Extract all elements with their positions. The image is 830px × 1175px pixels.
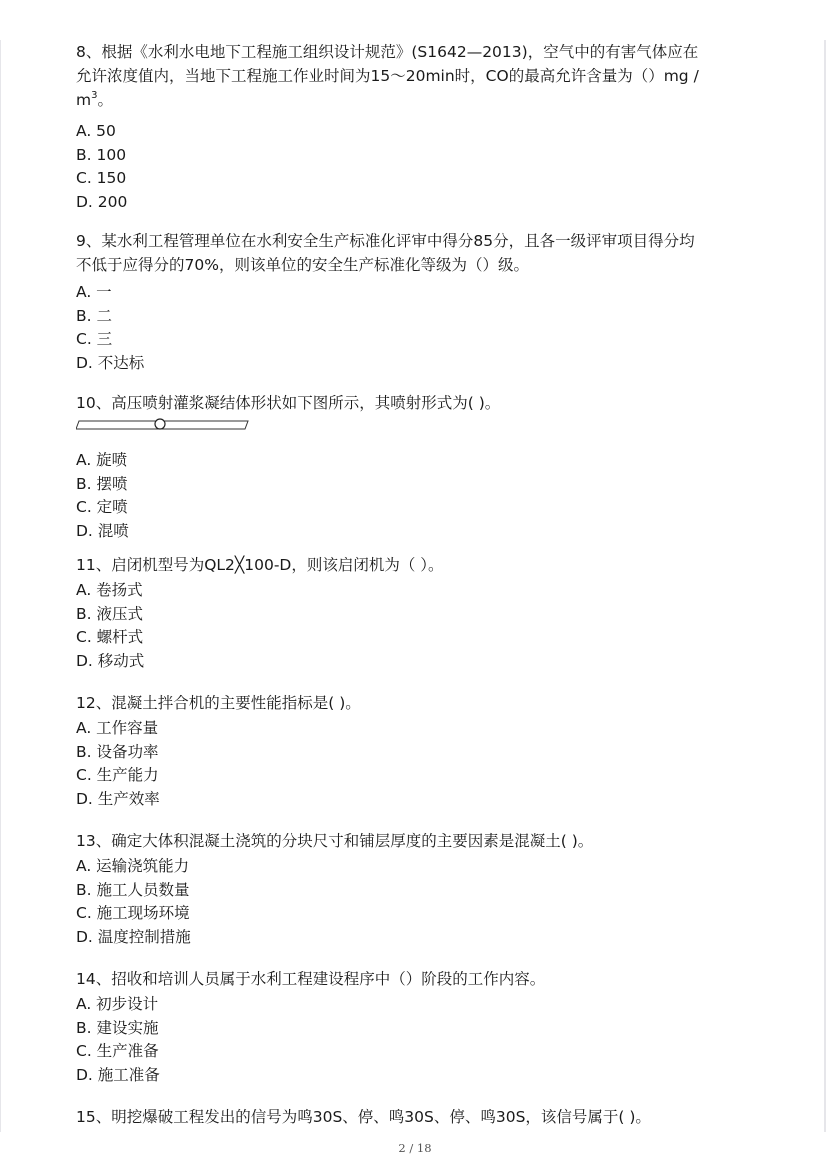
options-list (76, 449, 500, 543)
question-stem (76, 691, 361, 715)
option-d: D. 温度控制措施 (76, 927, 191, 946)
option-a: A. 一 (76, 283, 112, 301)
stem-line: m (76, 91, 92, 109)
option-b: B. 施工人员数量 (76, 880, 190, 899)
stem-line: 8、根据《水利水电地下工程施工组织设计规范》(S1642—2013)，空气中的有害气体应在 (76, 43, 699, 61)
superscript: 3 (91, 89, 98, 101)
question-14 (76, 967, 545, 1087)
option-a: A. 初步设计 (76, 995, 159, 1013)
question-11 (76, 553, 444, 673)
question-9 (76, 229, 695, 375)
option-d: D. 移动式 (76, 651, 145, 670)
option-b: B. 建设实施 (76, 1018, 159, 1037)
page-number: 2 / 18 (398, 1141, 432, 1155)
question-stem (76, 391, 500, 415)
question-stem (76, 40, 699, 112)
option-a: A. 卷扬式 (76, 581, 143, 599)
grout-shape-diagram-icon (76, 418, 251, 432)
question-13 (76, 829, 593, 949)
question-stem (76, 967, 545, 991)
option-a: A. 旋喷 (76, 451, 128, 469)
stem-line: 13、确定大体积混凝土浇筑的分块尺寸和铺层厚度的主要因素是混凝土( )。 (76, 832, 594, 850)
options-list (76, 855, 593, 949)
option-b: B. 100 (76, 145, 127, 164)
stem-line: 10、高压喷射灌浆凝结体形状如下图所示，其喷射形式为( )。 (76, 394, 501, 412)
option-b: B. 设备功率 (76, 742, 159, 761)
option-a: A. 工作容量 (76, 719, 159, 737)
option-d: D. 混喷 (76, 521, 129, 540)
question-stem (76, 829, 593, 853)
option-d: D. 不达标 (76, 353, 145, 372)
options-list (76, 717, 361, 811)
option-c: C. 三 (76, 330, 113, 348)
options-list (76, 993, 545, 1087)
document-page (0, 40, 826, 1132)
option-a: A. 运输浇筑能力 (76, 857, 190, 875)
option-c: C. 螺杆式 (76, 628, 144, 646)
stem-line: 11、启闭机型号为QL2╳100-D，则该启闭机为（ ）。 (76, 556, 444, 574)
question-12 (76, 691, 361, 811)
option-c: C. 生产能力 (76, 766, 159, 784)
options-list (76, 281, 695, 375)
option-d: D. 施工准备 (76, 1065, 160, 1084)
question-stem (76, 1105, 651, 1129)
stem-line: 允许浓度值内，当地下工程施工作业时间为15～20min时，CO的最高允许含量为（）mg / (76, 67, 699, 85)
question-15 (76, 1105, 651, 1131)
stem-line: 12、混凝土拌合机的主要性能指标是( )。 (76, 694, 361, 712)
stem-line: 15、明挖爆破工程发出的信号为鸣30S、停、鸣30S、停、鸣30S，该信号属于( )。 (76, 1108, 651, 1126)
question-10 (76, 391, 500, 543)
option-a: A. 50 (76, 122, 116, 140)
option-d: D. 200 (76, 192, 128, 211)
question-8 (76, 40, 699, 214)
stem-line: 9、某水利工程管理单位在水利安全生产标准化评审中得分85分，且各一级评审项目得分均 (76, 232, 695, 250)
option-c: C. 施工现场环境 (76, 904, 190, 922)
question-stem (76, 229, 695, 277)
options-list (76, 579, 444, 673)
option-c: C. 定喷 (76, 498, 128, 516)
option-b: B. 摆喷 (76, 474, 128, 493)
option-c: C. 生产准备 (76, 1042, 159, 1060)
stem-line: 。 (97, 91, 113, 109)
option-b: B. 液压式 (76, 604, 143, 623)
option-d: D. 生产效率 (76, 789, 160, 808)
stem-line: 14、招收和培训人员属于水利工程建设程序中（）阶段的工作内容。 (76, 970, 546, 988)
grout-shape-figure (76, 417, 251, 431)
question-stem (76, 553, 444, 577)
option-c: C. 150 (76, 169, 127, 187)
stem-line: 不低于应得分的70%，则该单位的安全生产标准化等级为（）级。 (76, 256, 529, 274)
option-b: B. 二 (76, 306, 112, 325)
options-list (76, 120, 699, 214)
